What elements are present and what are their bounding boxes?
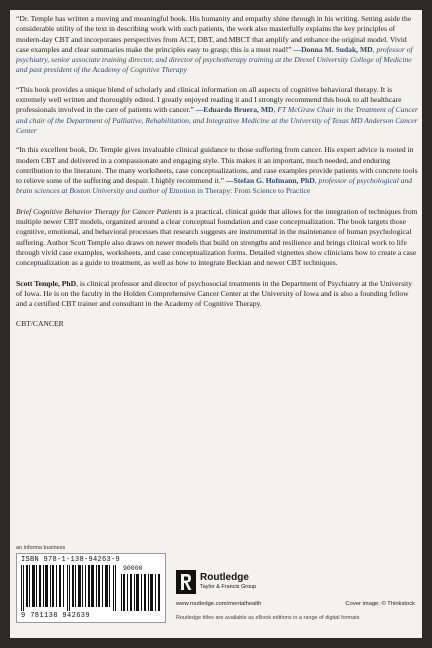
description-text: is a practical, clinical guide that allows for the integration of techniques from multiple newer CBT models, organized around a clear conceptual foundation and case conceptualization. The book targets those cognitive, emotional, and behavioral processes that research suggests are instrumental in the maintenance of human psychological suffering. Author Scott Temple also draws on newer models that build on strengths and resilience and brings clinical work to life through vivid case examples, worksheets, and case conceptualization forms. Detailed vignettes show clinicians how to create a case conceptualization as a guide to treatment, as well as how to integrate Beckian and newer CBT techniques. xyxy=(16,206,418,268)
routledge-logo-icon xyxy=(176,570,196,594)
review-2 xyxy=(16,85,419,136)
book-description xyxy=(16,207,419,269)
ebook-note: Routledge titles are available as eBook editions in a range of digital formats xyxy=(176,615,360,621)
publisher-url: www.routledge.com/mentalhealth xyxy=(176,601,262,607)
publisher-name: Routledge xyxy=(200,572,249,583)
reviewer-title: , professor of psychiatry, senior associate training director, and director of psychotherapy training at the Drexel University College of Medicine and past president of the Academy of Cognitive Therapy xyxy=(16,44,413,75)
author-name: Scott Temple, PhD xyxy=(16,278,77,288)
description-book-title: Brief Cognitive Behavior Therapy for Cancer Patients xyxy=(16,206,182,216)
back-cover xyxy=(10,10,422,638)
price-barcode-icon xyxy=(121,574,161,611)
reviewer-name: —Eduardo Bruera, MD xyxy=(195,105,274,115)
cover-footer xyxy=(16,545,419,635)
reviewer-title: , FT McGraw Chair in the Treatment of Cancer and chair of the Department of Palliative, Rehabilitation, and Integrative Medicine at the University of Texas MD Anderson Cancer Center xyxy=(16,105,419,135)
reviewer-title: , professor of psychological and brain sciences at Boston University and author of xyxy=(16,176,413,196)
review-quote: “This book provides a unique blend of scholarly and clinical information on all aspects of cognitive behavioral therapy. It is extremely well written and thoroughly edited. I greatly enjoyed reading it and I strongly recommend this book to all healthcare professionals involved in the care of patients with cancer.” xyxy=(16,84,402,115)
barcode-digits: 9 781138 942639 xyxy=(21,612,91,620)
price-code: 90000 xyxy=(123,565,143,572)
barcode-bars-icon xyxy=(21,565,117,611)
cover-text xyxy=(16,14,419,330)
publisher-logo xyxy=(176,570,266,600)
author-bio xyxy=(16,279,419,310)
review-quote: “Dr. Temple has written a moving and meaningful book. His humanity and empathy shine through in his writing. Setting aside the considerable utility of the text in describing work with such patients, the work also masterfully explains the key principles of modern-day CBT and incorporates perspectives from ACT, DBT, and MBCT that amplify and enhance the original model. Vivid case examples and clear summaries make the principles easy to grasp; this is a must read!” xyxy=(16,14,412,54)
review-3 xyxy=(16,145,419,196)
reviewer-name: —Stefan G. Hofmann, PhD xyxy=(225,176,315,186)
reviewer-name: —Donna M. Sudak, MD xyxy=(293,44,373,54)
reviewer-book-title: Emotion in Therapy: From Science to Practice xyxy=(169,186,311,196)
publisher-group: Taylor & Francis Group xyxy=(200,584,257,590)
cover-image-credit: Cover image: © Thinkstock xyxy=(345,601,415,607)
barcode xyxy=(16,553,166,623)
review-1 xyxy=(16,14,419,76)
isbn-label: ISBN 978-1-138-94263-9 xyxy=(21,556,121,564)
category-label: CBT/CANCER xyxy=(16,319,64,329)
review-quote: “In this excellent book, Dr. Temple gives invaluable clinical guidance to those suffering from cancer. His expert advice is rooted in modern CBT and delivered in a compassionate and engaging style. This makes it an important, much needed, and enduring contribution to the literature. The many worksheets, case conceptualizations, and case examples provide patients with concrete tools to relieve some of the suffering and despair. I highly recommend it.” xyxy=(16,145,418,186)
author-bio-text: , is clinical professor and director of psychosocial treatments in the Department of Psychiatry at the University of Iowa. He is on the faculty in the Holden Comprehensive Cancer Center at the University of Iowa and is also a founding fellow and a certified CBT trainer and consultant in the Academy of Cognitive Therapy. xyxy=(16,278,413,309)
informa-label: an informa business xyxy=(16,545,66,551)
